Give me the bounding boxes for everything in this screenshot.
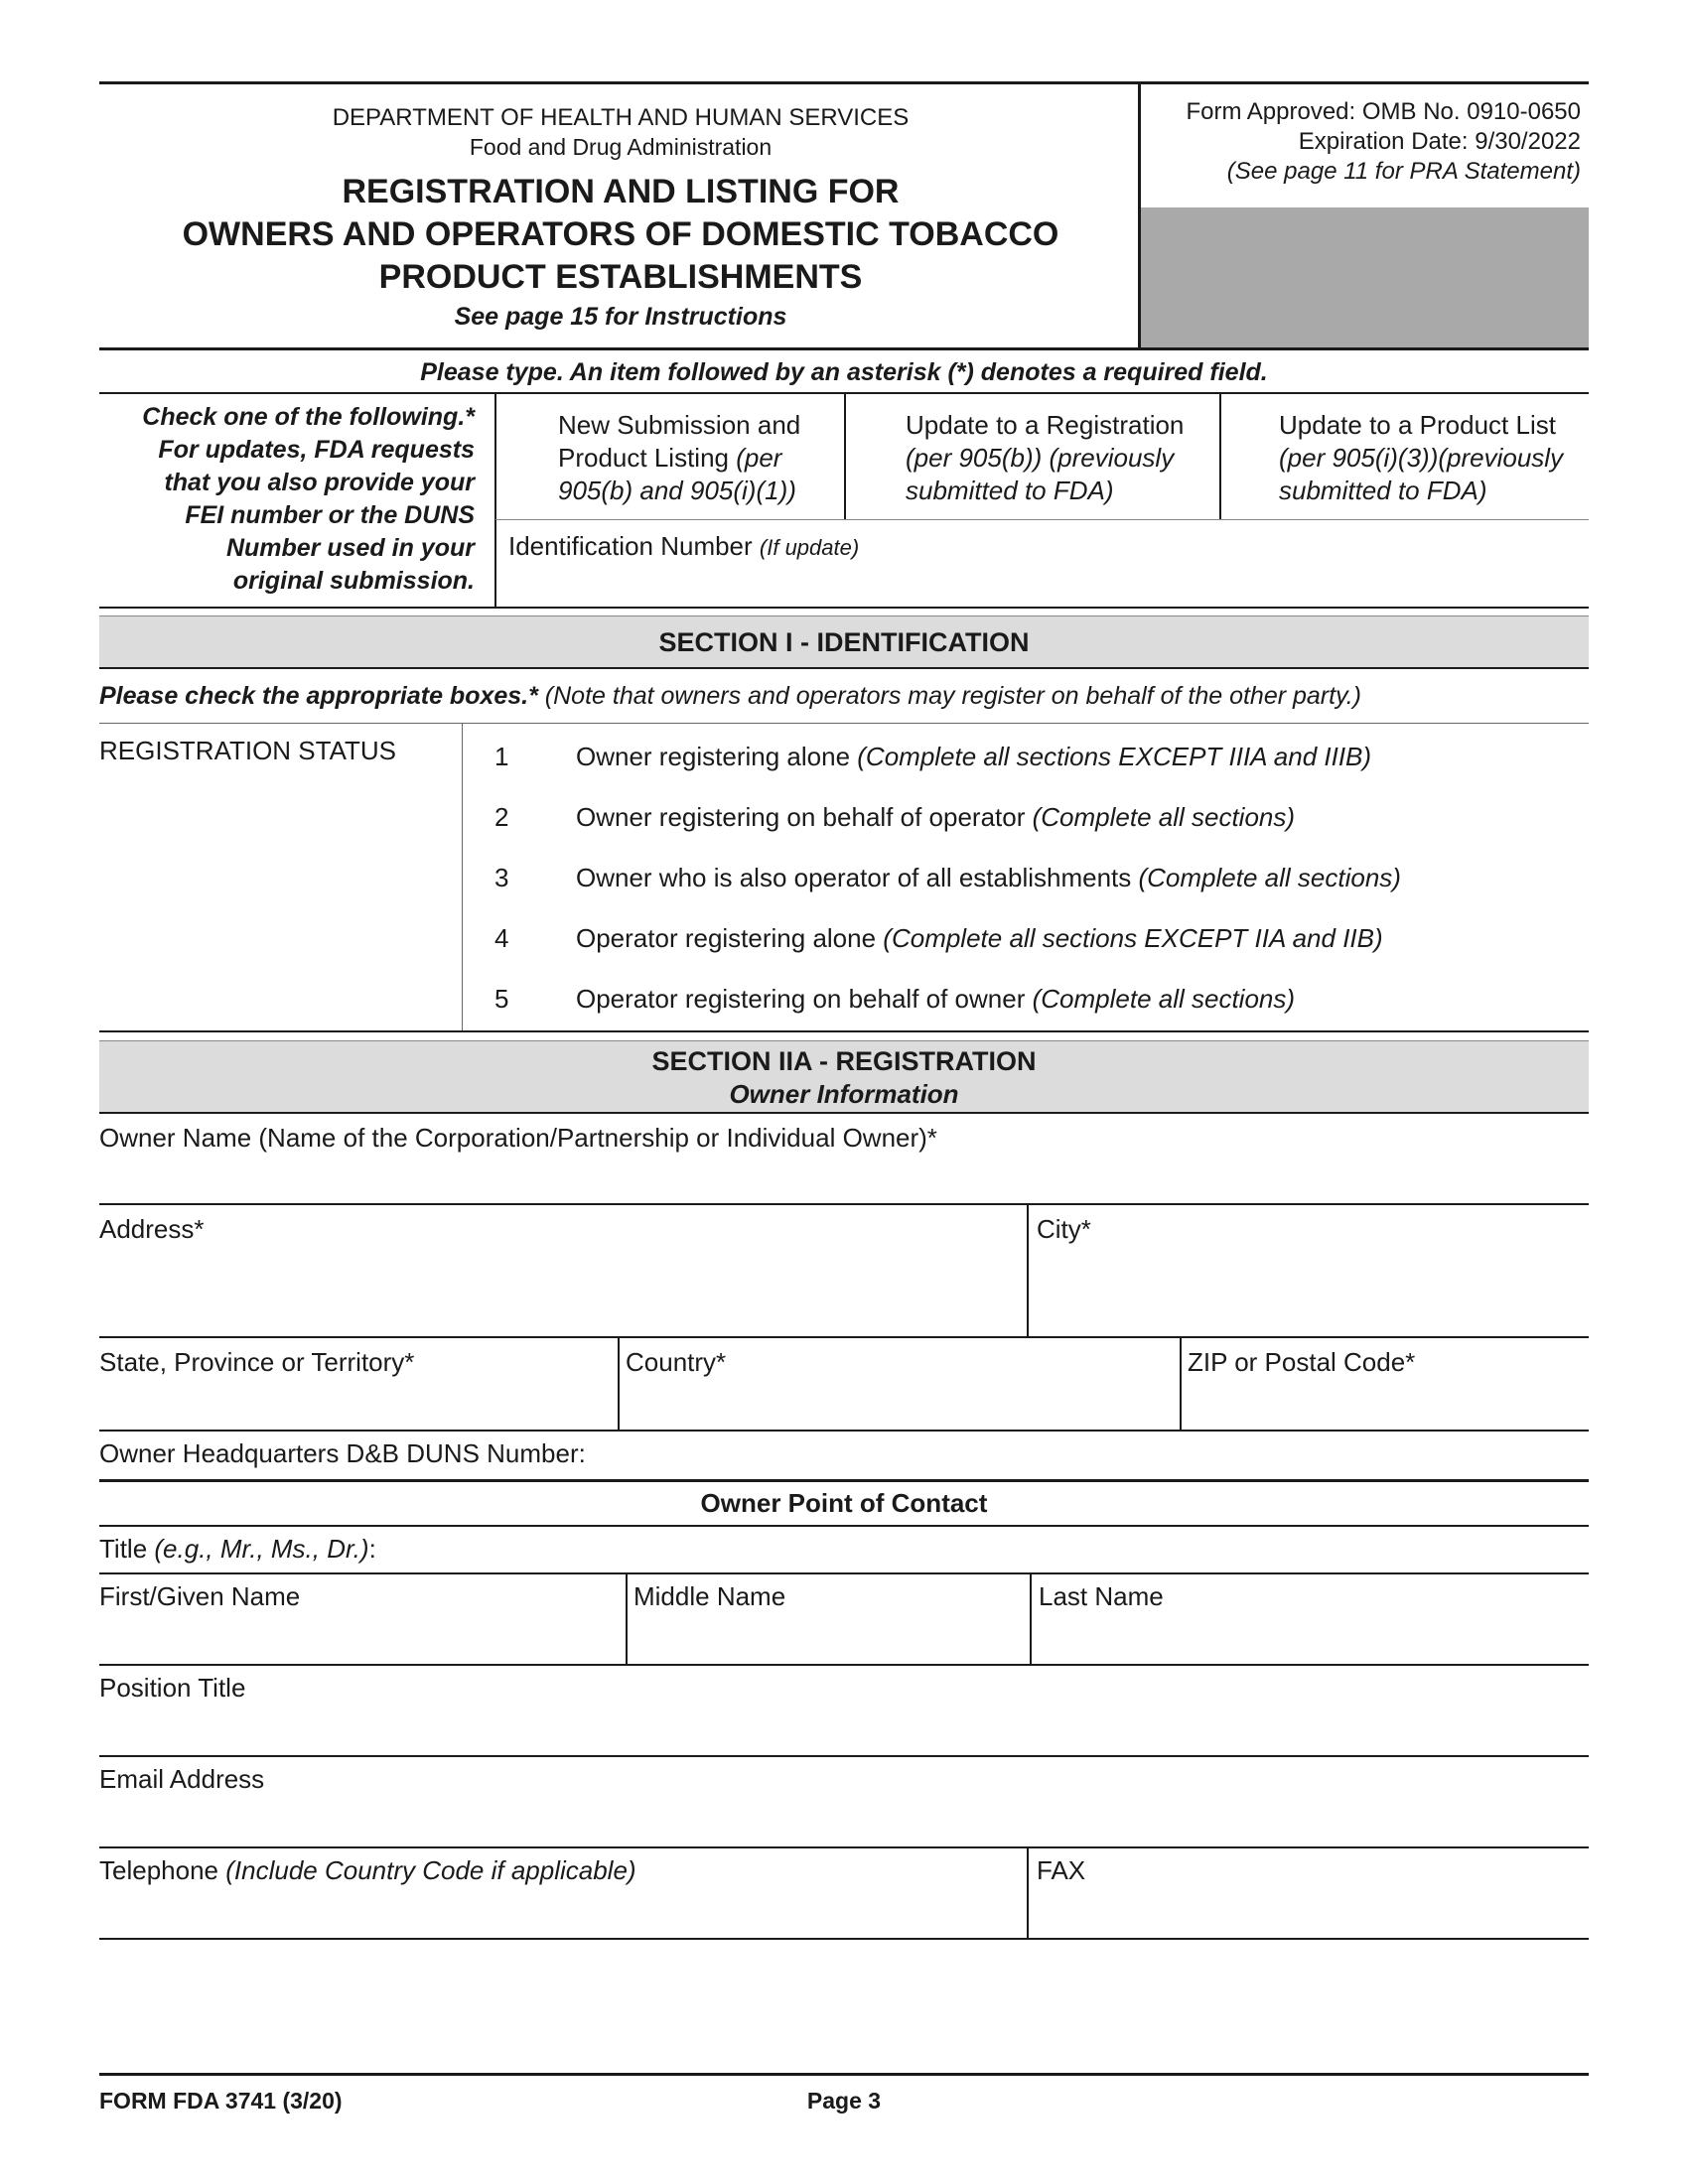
middle-last-divider — [1030, 1572, 1032, 1664]
page-number: Page 3 — [806, 2088, 882, 2114]
section2a-top-rule — [99, 1030, 1589, 1032]
header-bottom-rule — [99, 347, 1589, 350]
agency-name: Food and Drug Administration — [469, 134, 773, 160]
owner-name-rule — [99, 1203, 1589, 1205]
fda-use-only-box — [1141, 207, 1589, 347]
last-name-label: Last Name — [1039, 1581, 1164, 1611]
address-label: Address* — [99, 1214, 205, 1244]
identification-number-label: Identification Number (If update) — [508, 531, 860, 561]
section1-instruction: Please check the appropriate boxes.* (Note that owners and operators may register on behalf of the other party.) — [99, 682, 1361, 710]
form-title-line1: REGISTRATION AND LISTING FOR — [342, 173, 900, 210]
owner-name-label: Owner Name (Name of the Corporation/Partnership or Individual Owner)* — [99, 1123, 937, 1153]
last-name-field[interactable] — [1039, 1580, 1585, 1612]
id-number-rule — [495, 519, 1589, 520]
registration-status-label: REGISTRATION STATUS — [99, 736, 397, 765]
address-rule — [99, 1336, 1589, 1338]
section2a-title-rule — [99, 1112, 1589, 1114]
registration-status-option-3[interactable]: 3 Owner who is also operator of all establishments (Complete all sections) — [494, 863, 1401, 892]
owner-name-field[interactable] — [99, 1122, 1589, 1154]
middle-name-field[interactable] — [633, 1580, 1026, 1612]
position-title-label: Position Title — [99, 1673, 246, 1703]
city-label: City* — [1037, 1214, 1091, 1244]
option-update-registration[interactable]: Update to a Registration (per 905(b)) (previously submitted to FDA) — [906, 410, 1185, 505]
section1-title-rule — [99, 667, 1589, 669]
registration-status-option-4[interactable]: 4 Operator registering alone (Complete all sections EXCEPT IIA and IIB) — [494, 923, 1383, 953]
first-name-label: First/Given Name — [99, 1581, 301, 1611]
instructions-reference: See page 15 for Instructions — [454, 303, 787, 331]
telephone-field[interactable]: Telephone (Include Country Code if applicable) — [99, 1855, 636, 1885]
state-country-divider — [618, 1336, 620, 1430]
contact-title-field[interactable]: Title (e.g., Mr., Ms., Dr.): — [99, 1534, 376, 1564]
top-rule — [99, 81, 1589, 84]
registration-status-option-5[interactable]: 5 Operator registering on behalf of owner (Complete all sections) — [494, 984, 1296, 1014]
option-new-submission[interactable]: New Submission and Product Listing (per 905(b) and 905(i)(1)) — [558, 410, 801, 505]
email-rule — [99, 1846, 1589, 1848]
owner-contact-heading: Owner Point of Contact — [700, 1488, 988, 1518]
name-rule — [99, 1664, 1589, 1666]
location-rule — [99, 1430, 1589, 1432]
typing-notice: Please type. An item followed by an asterisk (*) denotes a required field. — [420, 358, 1268, 386]
duns-label: Owner Headquarters D&B DUNS Number: — [99, 1438, 586, 1468]
position-title-rule — [99, 1755, 1589, 1757]
contact-title-rule — [99, 1572, 1589, 1574]
section2a-header — [99, 1040, 1589, 1112]
fax-label: FAX — [1037, 1855, 1086, 1885]
duns-field[interactable] — [99, 1437, 1589, 1469]
country-zip-divider — [1180, 1336, 1182, 1430]
zip-label: ZIP or Postal Code* — [1188, 1347, 1416, 1377]
section1-instruction-rule — [99, 723, 1589, 724]
duns-rule — [99, 1479, 1589, 1482]
registration-status-option-2[interactable]: 2 Owner registering on behalf of operator (Complete all sections) — [494, 802, 1296, 832]
position-title-field[interactable] — [99, 1672, 1589, 1704]
state-field[interactable] — [99, 1346, 611, 1378]
option-update-product-list[interactable]: Update to a Product List (per 905(i)(3))(previously submitted to FDA) — [1279, 410, 1564, 505]
telephone-fax-divider — [1027, 1846, 1029, 1938]
section1-top-rule — [99, 607, 1589, 609]
telephone-rule — [99, 1938, 1589, 1940]
state-label: State, Province or Territory* — [99, 1347, 415, 1377]
section2a-subtitle: Owner Information — [729, 1079, 959, 1109]
city-field[interactable] — [1037, 1213, 1583, 1245]
email-label: Email Address — [99, 1764, 265, 1794]
department-name: DEPARTMENT OF HEALTH AND HUMAN SERVICES — [332, 104, 910, 131]
form-title-line2: OWNERS AND OPERATORS OF DOMESTIC TOBACCO — [182, 215, 1059, 253]
contact-heading-rule — [99, 1525, 1589, 1527]
address-city-divider — [1027, 1203, 1029, 1336]
pra-statement-reference: (See page 11 for PRA Statement) — [1226, 158, 1581, 185]
zip-field[interactable] — [1188, 1346, 1585, 1378]
registration-status-divider — [462, 723, 463, 1030]
expiration-date: Expiration Date: 9/30/2022 — [1298, 128, 1581, 155]
section1-title: SECTION I - IDENTIFICATION — [99, 615, 1589, 667]
form-title-line3: PRODUCT ESTABLISHMENTS — [378, 258, 863, 296]
first-name-field[interactable] — [99, 1580, 616, 1612]
country-field[interactable] — [626, 1346, 1177, 1378]
form-number: FORM FDA 3741 (3/20) — [99, 2088, 343, 2114]
registration-status-option-1[interactable]: 1 Owner registering alone (Complete all sections EXCEPT IIIA and IIIB) — [494, 742, 1372, 771]
submission-type-label: Check one of the following.* For updates, FDA requests that you also provide your FEI number or the DUNS Number used in your original submission. — [142, 403, 475, 595]
address-field[interactable] — [99, 1213, 1023, 1245]
option-divider-1 — [844, 393, 846, 520]
country-label: Country* — [626, 1347, 727, 1377]
section2a-title: SECTION IIA - REGISTRATION — [651, 1046, 1037, 1076]
fax-field[interactable] — [1037, 1854, 1583, 1886]
first-middle-divider — [626, 1572, 628, 1664]
omb-number: Form Approved: OMB No. 0910-0650 — [1186, 98, 1581, 125]
option-divider-2 — [1219, 393, 1221, 520]
identification-number-input[interactable] — [508, 566, 1581, 602]
middle-name-label: Middle Name — [633, 1581, 786, 1611]
footer-rule — [99, 2073, 1589, 2076]
submission-type-divider — [494, 393, 496, 608]
email-field[interactable] — [99, 1763, 1589, 1795]
